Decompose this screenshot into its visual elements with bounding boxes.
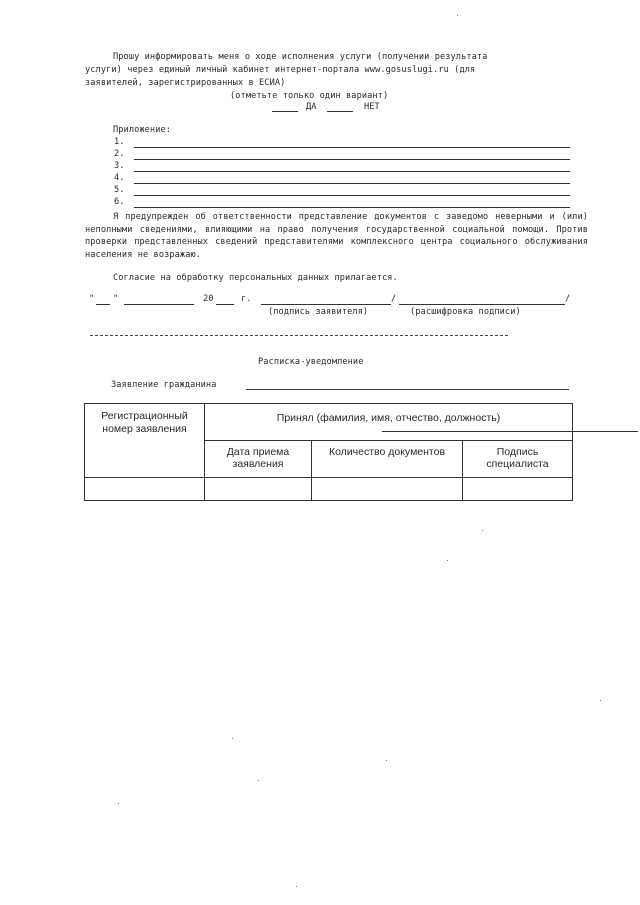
- attachment-line-6[interactable]: [134, 207, 570, 208]
- doc-count-label: Количество документов: [328, 446, 446, 458]
- no-blank[interactable]: [327, 111, 353, 112]
- attachment-line-3[interactable]: [134, 171, 570, 172]
- signature-blank[interactable]: [261, 304, 391, 305]
- scan-speck: [447, 560, 448, 561]
- accepted-by-label: Принял (фамилия, имя, отчество, должность): [276, 412, 501, 424]
- warning-text: Я предупрежден об ответственности представление документов с заведомо неверными и (или) неполными сведениями, влияющими на право получения государственной социальной помощи. Против проверки представленных сведений представителями комплексного центра социального обслуживания населения не возражаю.: [85, 212, 588, 260]
- scan-speck: [258, 780, 259, 781]
- day-blank[interactable]: [96, 304, 110, 305]
- decode-blank[interactable]: [399, 304, 565, 305]
- signature-caption: (подпись заявителя): [268, 307, 369, 317]
- decode-caption: (расшифровка подписи): [410, 307, 521, 317]
- signature-label: Подпись специалиста: [486, 446, 549, 470]
- notify-line-1: Прошу информировать меня о ходе исполнения услуги (получении результата: [113, 52, 488, 62]
- scan-speck: [296, 886, 297, 887]
- attachment-line-4[interactable]: [134, 183, 570, 184]
- accepted-by-underline: [382, 431, 638, 432]
- attachment-item-6: 6.: [114, 197, 125, 207]
- scan-speck: [232, 738, 233, 739]
- attachment-heading: Приложение:: [113, 125, 172, 135]
- signature-slash-1: /: [391, 294, 397, 304]
- signature-cell[interactable]: [463, 478, 573, 501]
- year-prefix: 20: [203, 294, 214, 304]
- scan-speck: [118, 803, 119, 804]
- scan-speck: [457, 15, 458, 16]
- quote-open: ": [89, 294, 95, 304]
- notify-line-2: услуги) через единый личный кабинет интернет-портала www.gosuslugi.ru (для: [85, 65, 476, 75]
- no-option: НЕТ: [364, 102, 380, 112]
- applicant-blank[interactable]: [246, 389, 569, 390]
- doc-count-cell[interactable]: [312, 478, 463, 501]
- accepted-by-header: [205, 404, 573, 441]
- year-suffix: г.: [241, 294, 252, 304]
- signature-header: [463, 441, 573, 478]
- attachment-line-1[interactable]: [134, 147, 570, 148]
- consent-text: Согласие на обработку персональных данных прилагается.: [113, 273, 398, 283]
- attachment-line-5[interactable]: [134, 195, 570, 196]
- month-blank[interactable]: [124, 304, 194, 305]
- quote-close: ": [113, 294, 119, 304]
- date-received-header: [205, 441, 312, 478]
- yes-option: ДА: [306, 102, 317, 112]
- attachment-item-4: 4.: [114, 173, 125, 183]
- choose-note: (отметьте только один вариант): [230, 91, 389, 101]
- attachment-item-3: 3.: [114, 161, 125, 171]
- reg-number-cell[interactable]: [85, 478, 205, 501]
- attachment-item-2: 2.: [114, 149, 125, 159]
- warning-paragraph: [85, 211, 588, 261]
- date-received-cell[interactable]: [205, 478, 312, 501]
- attachment-line-2[interactable]: [134, 159, 570, 160]
- applicant-label: Заявление гражданина: [111, 380, 217, 390]
- reg-number-label: Регистрационный номер заявления: [101, 410, 188, 435]
- scan-speck: [386, 760, 387, 761]
- notify-line-3: заявителей, зарегистрированных в ЕСИА): [85, 78, 286, 88]
- year-blank[interactable]: [216, 304, 234, 305]
- scan-speck: [482, 530, 483, 531]
- receipt-title: Расписка-уведомление: [258, 357, 364, 367]
- scan-speck: [600, 700, 601, 701]
- signature-slash-2: /: [565, 294, 571, 304]
- doc-count-header: [312, 441, 463, 478]
- date-received-label: Дата приема заявления: [226, 446, 290, 470]
- attachment-item-1: 1.: [114, 137, 125, 147]
- table-row: [85, 478, 573, 501]
- receipt-table: [84, 403, 573, 501]
- attachment-item-5: 5.: [114, 185, 125, 195]
- cut-line: [90, 335, 508, 336]
- yes-blank[interactable]: [272, 111, 298, 112]
- reg-number-header: [85, 404, 205, 478]
